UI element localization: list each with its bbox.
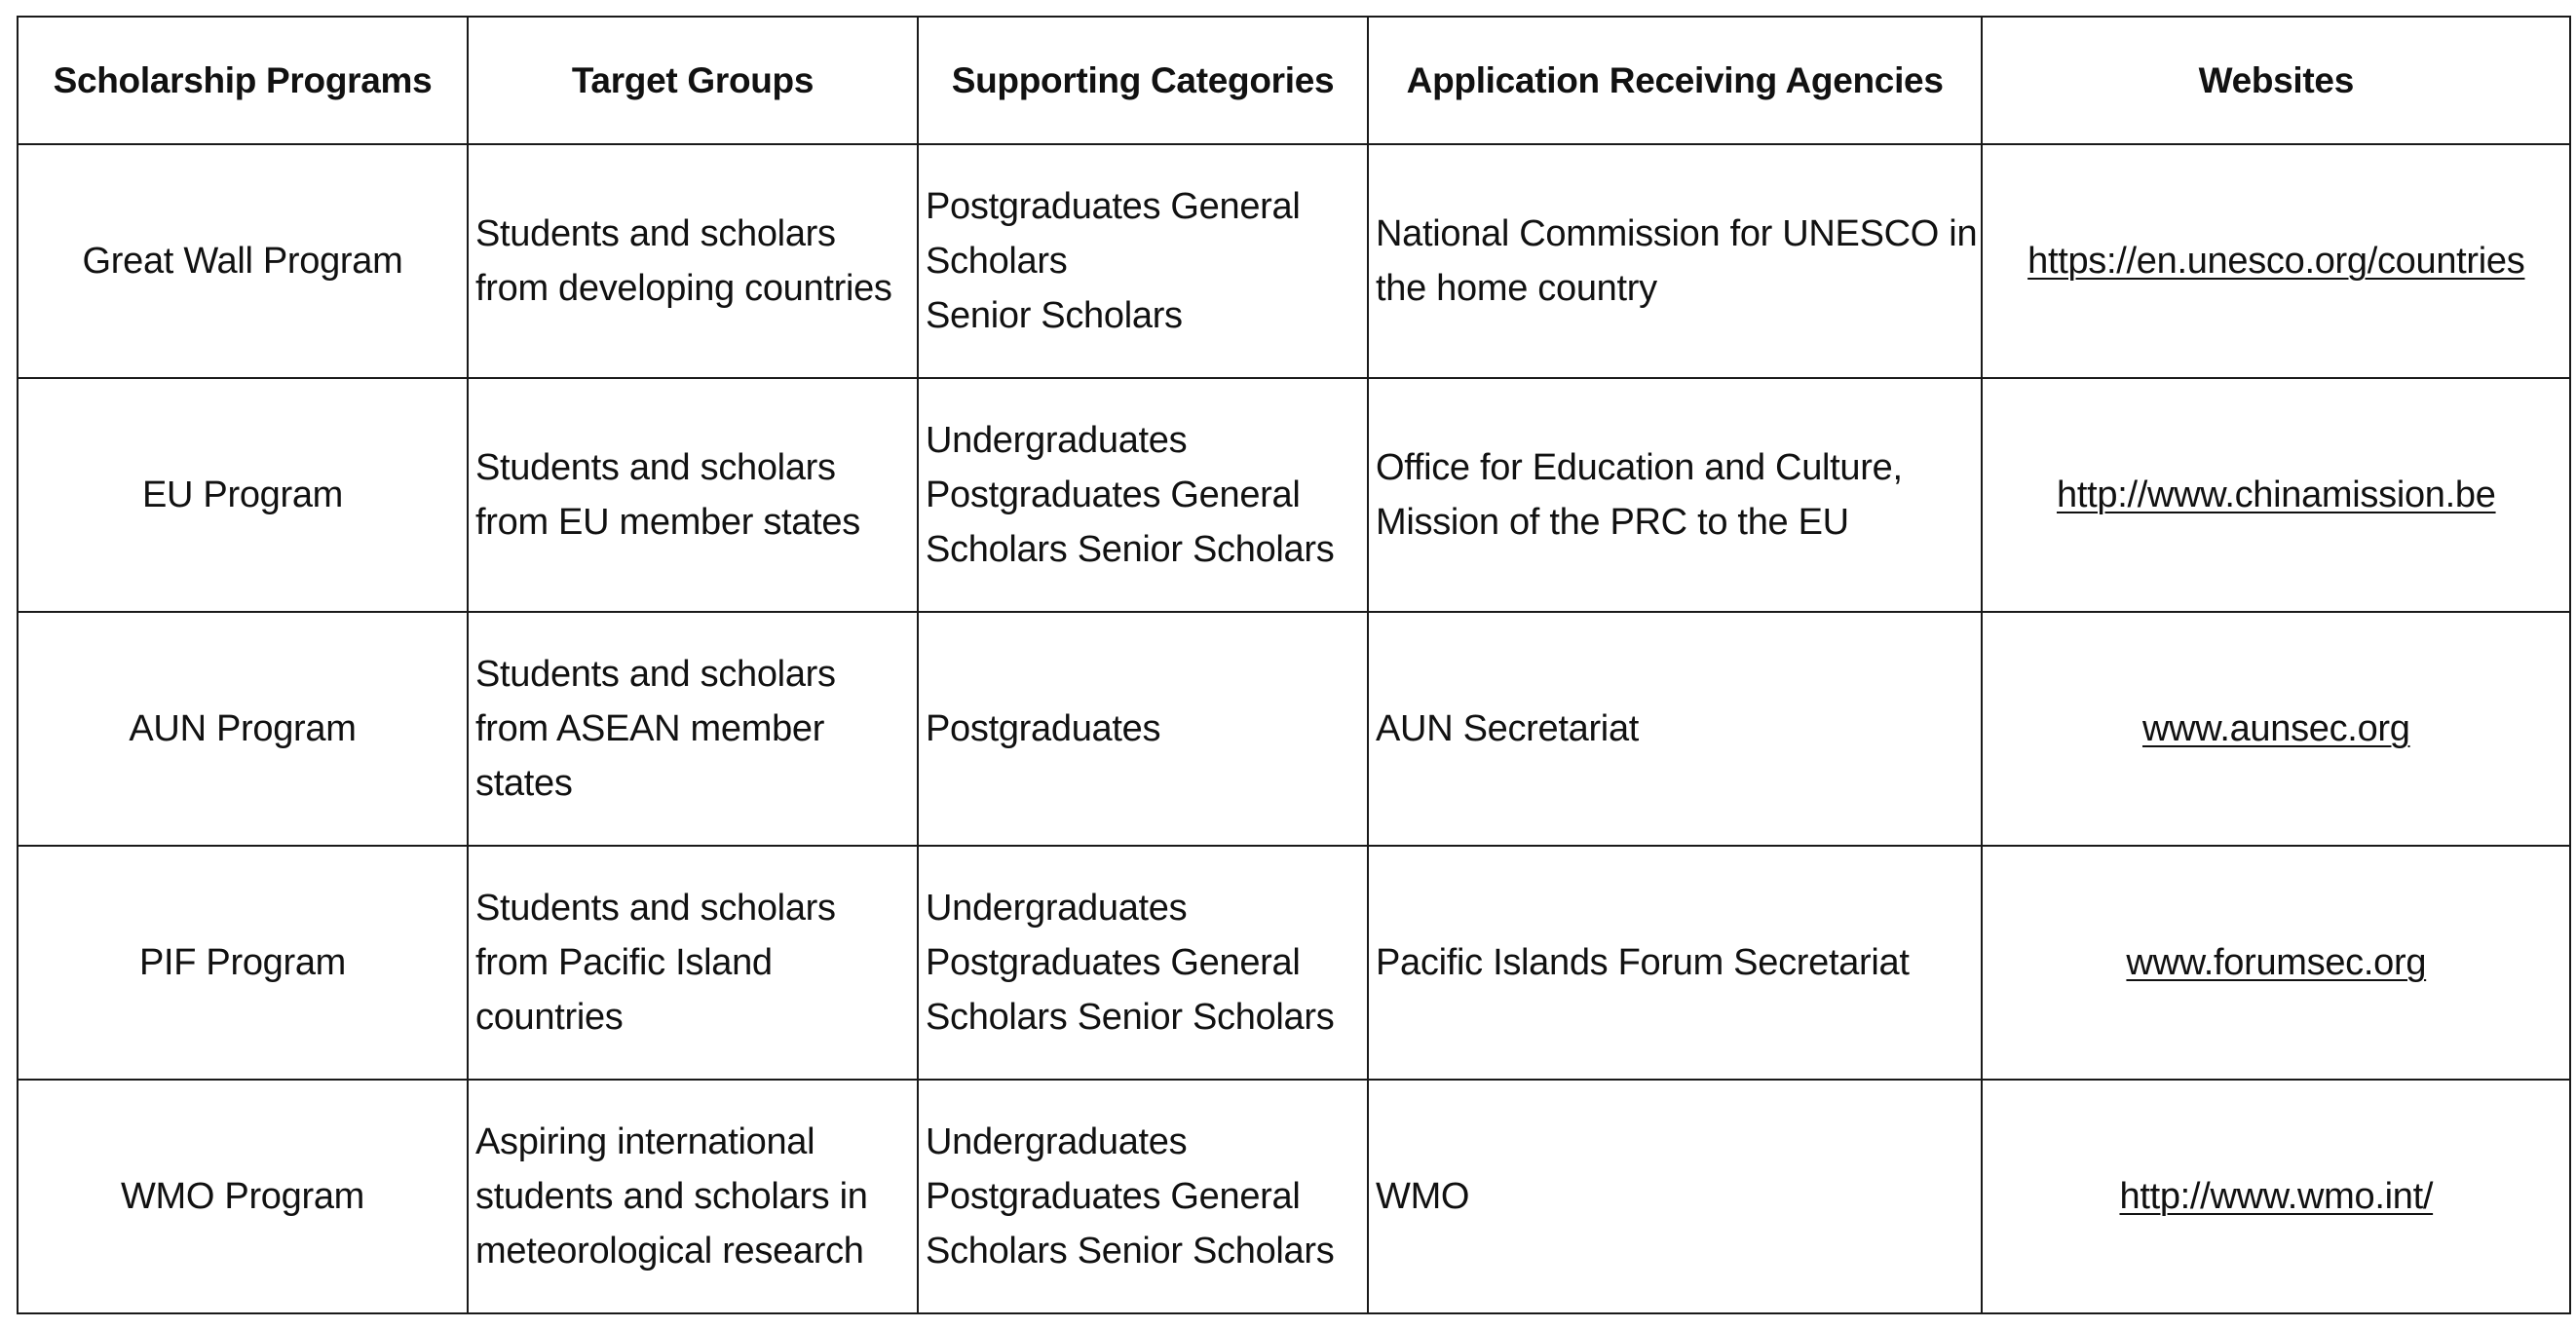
cell-supporting-categories-line: Undergraduates [926, 888, 1188, 929]
website-link[interactable]: www.aunsec.org [2141, 708, 2410, 749]
cell-supporting-categories-line: Undergraduates [926, 1121, 1188, 1162]
scholarship-table [17, 16, 2571, 1314]
cell-supporting-categories-line: Postgraduates [926, 708, 1161, 749]
cell-target-group-line: Students and scholars [475, 888, 836, 929]
cell-website [1982, 846, 2570, 1080]
column-header-target-groups: Target Groups [468, 17, 918, 144]
table-row [18, 1080, 2570, 1313]
cell-website [1982, 144, 2570, 378]
cell-supporting-categories-line: Postgraduates General [926, 942, 1301, 983]
website-link[interactable]: http://www.chinamission.be [2057, 475, 2496, 515]
cell-supporting-categories-line: Undergraduates [926, 420, 1188, 461]
cell-program: PIF Program [18, 846, 468, 1080]
cell-target-group-line: from ASEAN member [475, 708, 825, 749]
cell-agency [1368, 846, 1982, 1080]
cell-target-group-line: countries [475, 997, 624, 1038]
table-body [18, 144, 2570, 1313]
header-row [18, 17, 2570, 144]
cell-agency [1368, 612, 1982, 846]
table-row [18, 378, 2570, 612]
cell-supporting-categories-line: Scholars [926, 241, 1068, 282]
cell-agency-line: WMO [1376, 1176, 1470, 1217]
cell-website [1982, 612, 2570, 846]
cell-agency-line: National Commission for UNESCO in [1376, 213, 1978, 254]
cell-agency-line: Office for Education and Culture, [1376, 447, 1903, 488]
table-row [18, 144, 2570, 378]
cell-target-group [468, 378, 918, 612]
cell-agency [1368, 1080, 1982, 1313]
cell-supporting-categories-line: Senior Scholars [926, 295, 1183, 336]
cell-website [1982, 1080, 2570, 1313]
column-header-supporting-categories: Supporting Categories [918, 17, 1368, 144]
cell-supporting-categories-line: Postgraduates General [926, 1176, 1301, 1217]
cell-target-group-line: from EU member states [475, 502, 860, 543]
cell-target-group-line: students and scholars in [475, 1176, 868, 1217]
column-header-websites: Websites [1982, 17, 2570, 144]
cell-target-group-line: Students and scholars [475, 213, 836, 254]
cell-agency-line: the home country [1376, 268, 1657, 309]
table-header [18, 17, 2570, 144]
cell-target-group [468, 846, 918, 1080]
cell-website [1982, 378, 2570, 612]
table-row [18, 846, 2570, 1080]
cell-agency-line: Mission of the PRC to the EU [1376, 502, 1849, 543]
cell-program: AUN Program [18, 612, 468, 846]
cell-agency-line: Pacific Islands Forum Secretariat [1376, 942, 1910, 983]
website-link[interactable]: http://www.wmo.int/ [2119, 1176, 2434, 1217]
cell-agency-line: AUN Secretariat [1376, 708, 1640, 749]
cell-target-group [468, 612, 918, 846]
cell-target-group-line: from Pacific Island [475, 942, 773, 983]
cell-program: WMO Program [18, 1080, 468, 1313]
cell-target-group-line: states [475, 763, 573, 804]
cell-target-group-line: meteorological research [475, 1231, 864, 1272]
cell-supporting-categories-line: Postgraduates General [926, 186, 1301, 227]
cell-supporting-categories [918, 144, 1368, 378]
cell-agency [1368, 144, 1982, 378]
cell-target-group-line: from developing countries [475, 268, 892, 309]
cell-agency [1368, 378, 1982, 612]
cell-supporting-categories-line: Scholars Senior Scholars [926, 1231, 1335, 1272]
cell-supporting-categories [918, 1080, 1368, 1313]
cell-supporting-categories-line: Postgraduates General [926, 475, 1301, 515]
cell-program: EU Program [18, 378, 468, 612]
cell-supporting-categories [918, 846, 1368, 1080]
website-link[interactable]: https://en.unesco.org/countries [2027, 241, 2525, 282]
cell-target-group [468, 1080, 918, 1313]
website-link[interactable]: www.forumsec.org [2126, 942, 2427, 983]
cell-target-group [468, 144, 918, 378]
cell-supporting-categories [918, 612, 1368, 846]
table-row [18, 612, 2570, 846]
cell-target-group-line: Aspiring international [475, 1121, 815, 1162]
cell-target-group-line: Students and scholars [475, 447, 836, 488]
column-header-agencies: Application Receiving Agencies [1368, 17, 1982, 144]
scholarship-table-container [17, 16, 2571, 1314]
cell-supporting-categories-line: Scholars Senior Scholars [926, 529, 1335, 570]
cell-program: Great Wall Program [18, 144, 468, 378]
column-header-programs: Scholarship Programs [18, 17, 468, 144]
cell-supporting-categories-line: Scholars Senior Scholars [926, 997, 1335, 1038]
cell-target-group-line: Students and scholars [475, 654, 836, 695]
cell-supporting-categories [918, 378, 1368, 612]
